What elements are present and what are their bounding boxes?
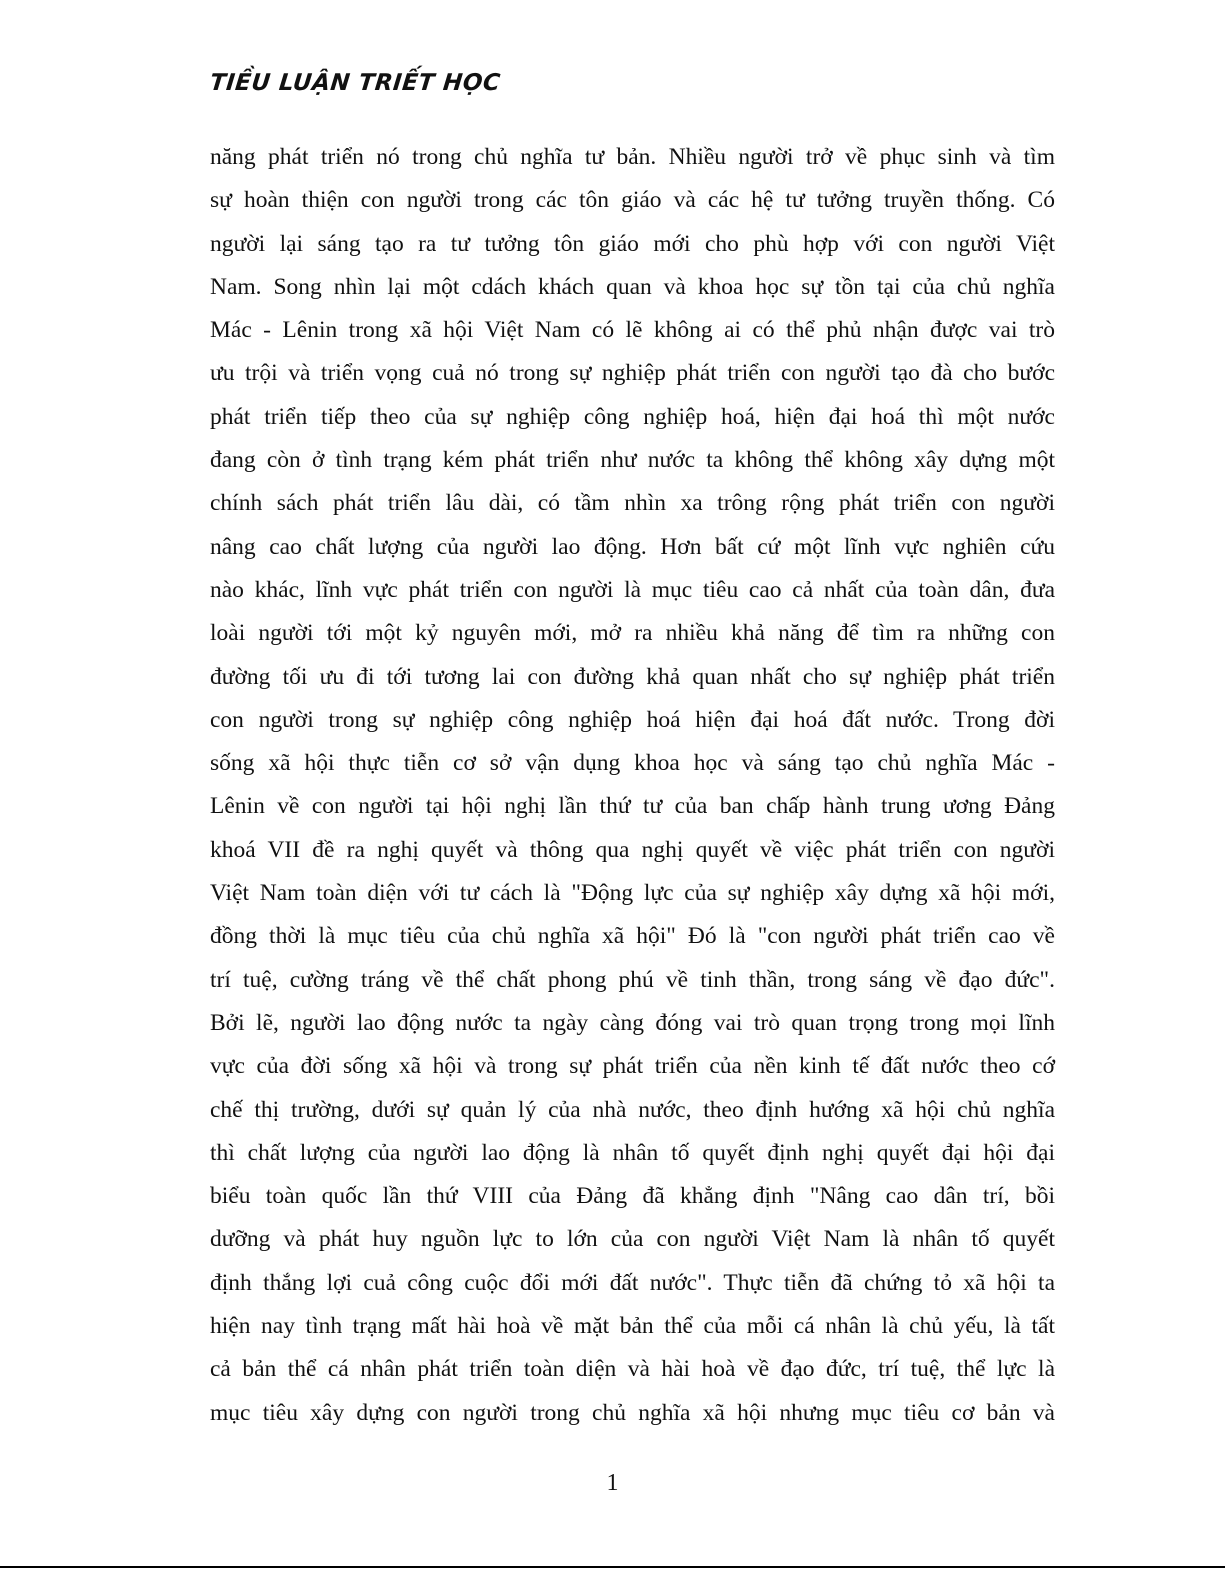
text-line: người lại sáng tạo ra tư tưởng tôn giáo mới cho phù hợp với con người Việt — [210, 230, 1055, 257]
body-paragraph — [210, 136, 1055, 1435]
text-line: đang còn ở tình trạng kém phát triển như nước ta không thể không xây dựng một — [210, 447, 1055, 474]
text-line: chính sách phát triển lâu dài, có tầm nhìn xa trông rộng phát triển con người — [210, 490, 1055, 517]
text-line: nào khác, lĩnh vực phát triển con người là mục tiêu cao cả nhất của toàn dân, đưa — [210, 576, 1055, 603]
text-line: Việt Nam toàn diện với tư cách là "Động lực của sự nghiệp xây dựng xã hội mới, — [210, 880, 1055, 907]
text-line: nâng cao chất lượng của người lao động. Hơn bất cứ một lĩnh vực nghiên cứu — [210, 533, 1055, 560]
text-line: cả bản thể cá nhân phát triển toàn diện và hài hoà về đạo đức, trí tuệ, thể lực là — [210, 1356, 1055, 1383]
text-line: khoá VII đề ra nghị quyết và thông qua nghị quyết về việc phát triển con người — [210, 836, 1055, 863]
text-line: Nam. Song nhìn lại một cdách khách quan và khoa học sự tồn tại của chủ nghĩa — [210, 273, 1055, 300]
text-line: chế thị trường, dưới sự quản lý của nhà nước, theo định hướng xã hội chủ nghĩa — [210, 1096, 1055, 1123]
text-line: sự hoàn thiện con người trong các tôn giáo và các hệ tư tưởng truyền thống. Có — [210, 187, 1055, 214]
text-line: ưu trội và triển vọng cuả nó trong sự nghiệp phát triển con người tạo đà cho bước — [210, 360, 1055, 387]
text-line: mục tiêu xây dựng con người trong chủ nghĩa xã hội nhưng mục tiêu cơ bản và — [210, 1399, 1055, 1426]
text-line: sống xã hội thực tiễn cơ sở vận dụng khoa học và sáng tạo chủ nghĩa Mác - — [210, 750, 1055, 777]
text-line: đường tối ưu đi tới tương lai con đường khả quan nhất cho sự nghiệp phát triển — [210, 663, 1055, 690]
text-line: biểu toàn quốc lần thứ VIII của Đảng đã khẳng định "Nâng cao dân trí, bồi — [210, 1183, 1055, 1210]
text-line: trí tuệ, cường tráng về thể chất phong phú về tinh thần, trong sáng về đạo đức". — [210, 966, 1055, 993]
text-line: dưỡng và phát huy nguồn lực to lớn của con người Việt Nam là nhân tố quyết — [210, 1226, 1055, 1253]
page-bottom-border — [0, 1566, 1225, 1568]
page-header-title: TIỀU LUẬN TRIẾT HỌC — [208, 70, 502, 96]
text-line: đồng thời là mục tiêu của chủ nghĩa xã hội" Đó là "con người phát triển cao về — [210, 923, 1055, 950]
text-line: thì chất lượng của người lao động là nhân tố quyết định nghị quyết đại hội đại — [210, 1139, 1055, 1166]
text-line: con người trong sự nghiệp công nghiệp hoá hiện đại hoá đất nước. Trong đời — [210, 706, 1055, 733]
text-line: phát triển tiếp theo của sự nghiệp công nghiệp hoá, hiện đại hoá thì một nước — [210, 403, 1055, 430]
page-number: 1 — [606, 1470, 619, 1496]
text-line: vực của đời sống xã hội và trong sự phát triển của nền kinh tế đất nước theo cớ — [210, 1053, 1055, 1080]
text-line: hiện nay tình trạng mất hài hoà về mặt bản thể của mỗi cá nhân là chủ yếu, là tất — [210, 1313, 1055, 1340]
text-line: Bởi lẽ, người lao động nước ta ngày càng đóng vai trò quan trọng trong mọi lĩnh — [210, 1009, 1055, 1036]
text-line: Lênin về con người tại hội nghị lần thứ tư của ban chấp hành trung ương Đảng — [210, 793, 1055, 820]
text-line: năng phát triển nó trong chủ nghĩa tư bản. Nhiều người trở về phục sinh và tìm — [210, 144, 1055, 170]
text-line: loài người tới một kỷ nguyên mới, mở ra nhiều khả năng để tìm ra những con — [210, 620, 1055, 647]
text-line: Mác - Lênin trong xã hội Việt Nam có lẽ không ai có thể phủ nhận được vai trò — [210, 317, 1055, 344]
text-line: định thắng lợi cuả công cuộc đổi mới đất nước". Thực tiễn đã chứng tỏ xã hội ta — [210, 1269, 1055, 1296]
